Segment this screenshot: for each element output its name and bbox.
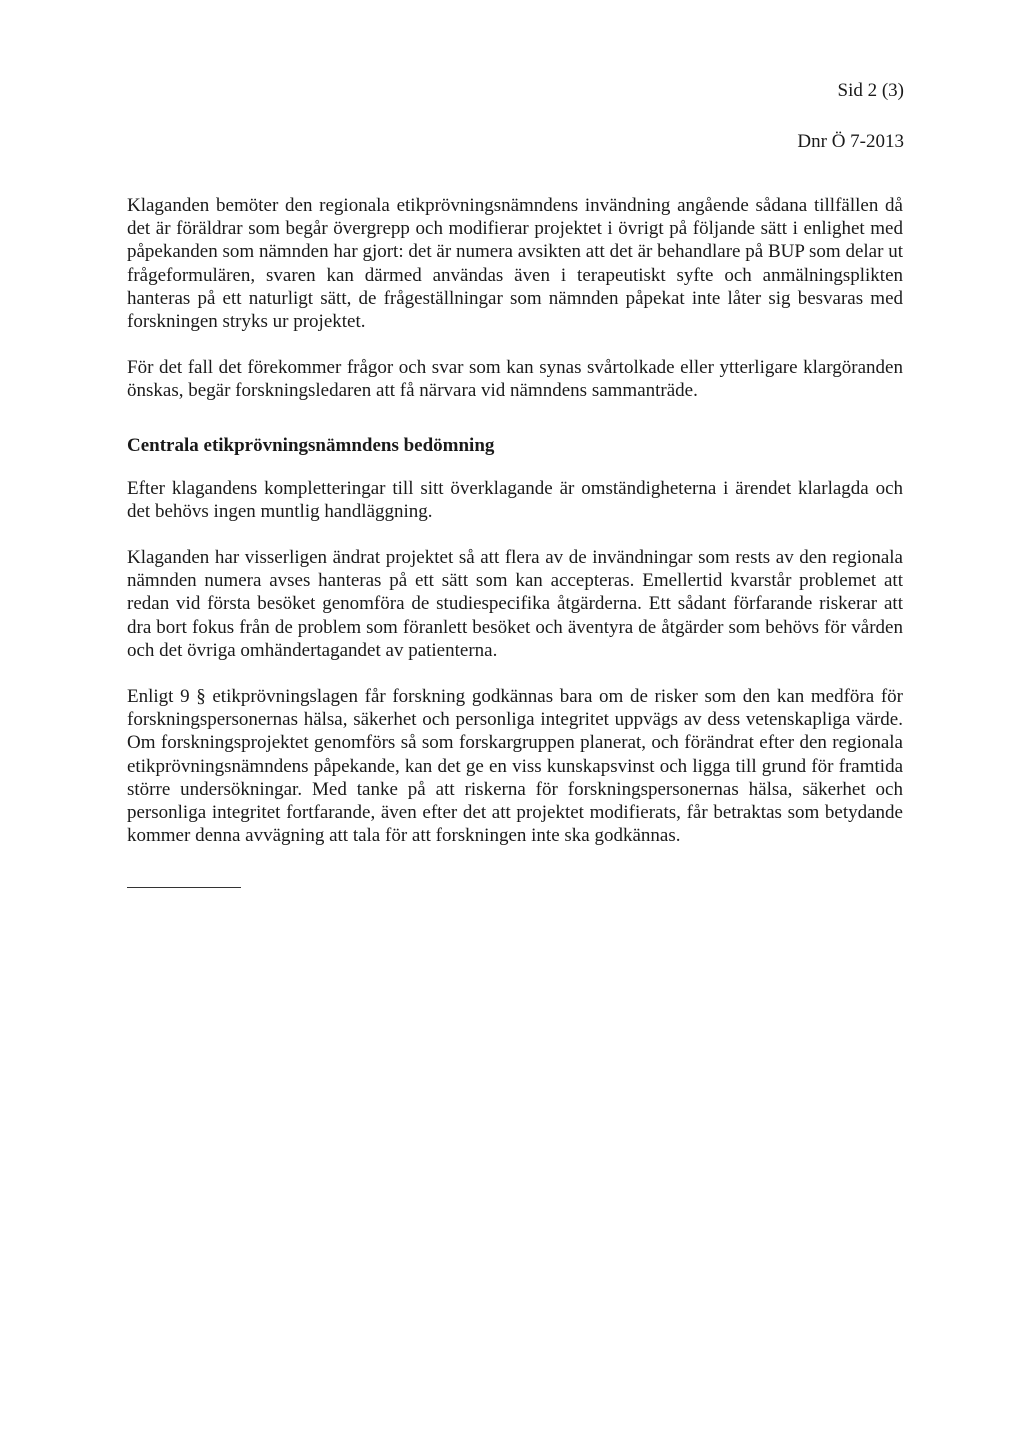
section-heading: Centrala etikprövningsnämndens bedömning: [127, 434, 495, 456]
paragraph-remaining-problem: Klaganden har visserligen ändrat projektet så att flera av de invändningar som rests av den regionala nämnden numera avses hanteras på ett sätt som kan accepteras. Emellertid kvarstår problemet att redan vid första besöket genomföra de studiespecifika åtgärderna. Ett sådant förfarande riskerar att dra bort fokus från de problem som föranlett besöket och äventyra de åtgärder som behövs för vården och det övriga omhändertagandet av patienterna.: [127, 547, 903, 661]
paragraph-attendance-request: För det fall det förekommer frågor och svar som kan synas svårtolkade eller ytterligare klargöranden önskas, begär forskningsledaren att få närvara vid nämndens sammanträde.: [127, 357, 903, 402]
document-body: [127, 194, 903, 888]
footnote-divider: [127, 887, 241, 888]
page-number: Sid 2 (3): [837, 80, 904, 101]
paragraph-case-clarified: Efter klagandens kompletteringar till sitt överklagande är omständigheterna i ärendet klarlagda och det behövs ingen muntlig handläggning.: [127, 477, 903, 522]
paragraph-legal-assessment: Enligt 9 § etikprövningslagen får forskning godkännas bara om de risker som den kan medföra för forskningspersonernas hälsa, säkerhet och personliga integritet uppvägs av dess vetenskapliga värde. Om forskningsprojektet genomförs så som forskargruppen planerat, och förändrat efter den regionala etikprövningsnämndens påpekande, kan det ge en viss kunskapsvinst och ligga till grund för framtida större undersökningar. Med tanke på att riskerna för forskningspersonernas hälsa, säkerhet och personliga integritet fortfarande, även efter det att projektet modifierats, får betraktas som betydande kommer denna avvägning att tala för att forskningen inte ska godkännas.: [127, 686, 903, 847]
case-number: Dnr Ö 7-2013: [797, 131, 904, 152]
paragraph-appellant-response: Klaganden bemöter den regionala etikprövningsnämndens invändning angående sådana tillfällen då det är föräldrar som begår övergrepp och modifierar projektet i övrigt på följande sätt i enlighet med påpekanden som nämnden har gjort: det är numera avsikten att det är behandlare på BUP som delar ut frågeformulären, svaren kan därmed användas även i terapeutiskt syfte och anmälningsplikten hanteras på ett naturligt sätt, de frågeställningar som nämnden påpekat inte låter sig besvaras med forskningen stryks ur projektet.: [127, 195, 903, 333]
